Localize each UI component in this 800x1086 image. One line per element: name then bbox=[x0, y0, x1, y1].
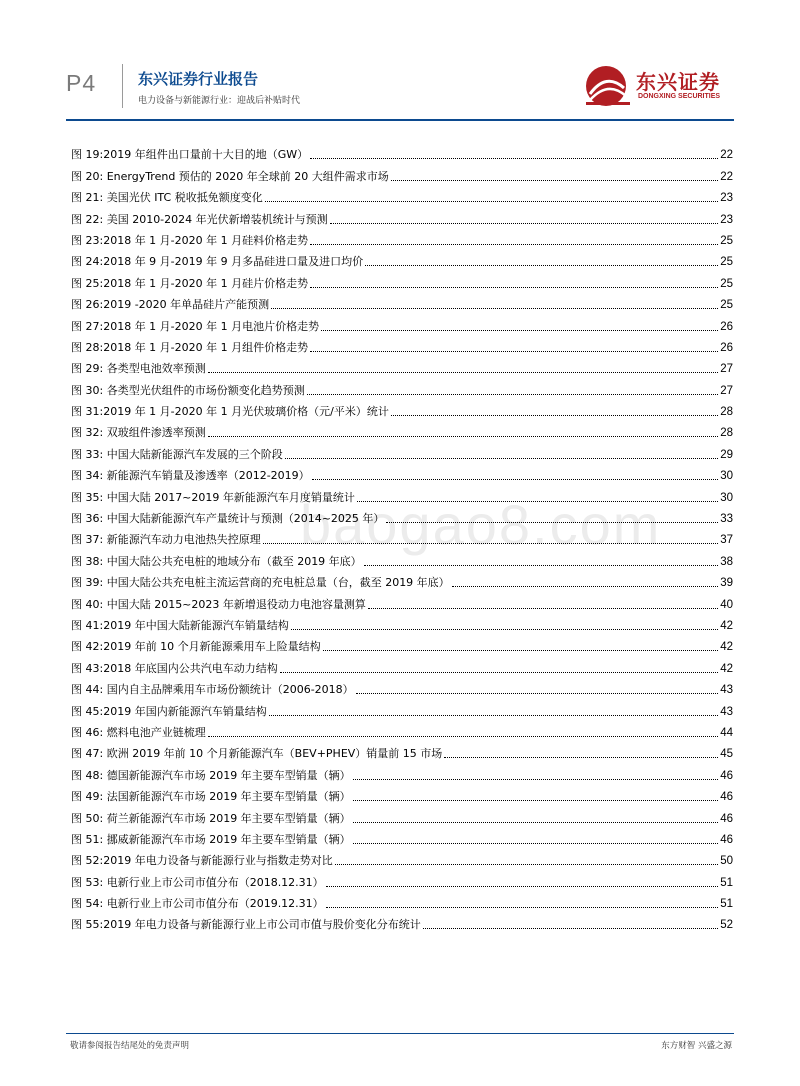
toc-entry-label[interactable]: 图 41:2019 年中国大陆新能源汽车销量结构 bbox=[71, 618, 289, 632]
toc-entry[interactable] bbox=[71, 248, 733, 269]
toc-leader-dots bbox=[335, 864, 719, 865]
toc-entry[interactable] bbox=[71, 291, 733, 312]
toc-entry-label[interactable]: 图 21: 美国光伏 ITC 税收抵免额度变化 bbox=[71, 191, 263, 205]
toc-entry-label[interactable]: 图 38: 中国大陆公共充电桩的地域分布（截至 2019 年底） bbox=[71, 554, 362, 568]
toc-entry-page[interactable]: 27 bbox=[720, 384, 733, 397]
toc-entry-label[interactable]: 图 32: 双玻组件渗透率预测 bbox=[71, 426, 206, 440]
toc-entry[interactable] bbox=[71, 483, 733, 504]
toc-entry-page[interactable]: 30 bbox=[720, 470, 733, 483]
toc-entry-page[interactable]: 28 bbox=[720, 427, 733, 440]
toc-entry[interactable] bbox=[71, 590, 733, 611]
toc-leader-dots bbox=[310, 351, 718, 352]
toc-entry[interactable] bbox=[71, 676, 733, 697]
toc-entry-label[interactable]: 图 55:2019 年电力设备与新能源行业上市公司市值与股价变化分布统计 bbox=[71, 918, 421, 932]
toc-entry-page[interactable]: 51 bbox=[720, 876, 733, 889]
page-header bbox=[66, 62, 734, 122]
toc-entry-label[interactable]: 图 46: 燃料电池产业链梳理 bbox=[71, 725, 206, 739]
toc-leader-dots bbox=[307, 394, 719, 395]
toc-entry-page[interactable]: 25 bbox=[720, 299, 733, 312]
toc-entry[interactable] bbox=[71, 719, 733, 740]
toc-entry[interactable] bbox=[71, 804, 733, 825]
toc-entry-page[interactable]: 43 bbox=[720, 705, 733, 718]
toc-entry[interactable] bbox=[71, 462, 733, 483]
toc-entry-label[interactable]: 图 45:2019 年国内新能源汽车销量结构 bbox=[71, 704, 267, 718]
toc-entry[interactable] bbox=[71, 547, 733, 568]
toc-entry[interactable] bbox=[71, 783, 733, 804]
toc-entry-label[interactable]: 图 51: 挪威新能源汽车市场 2019 年主要车型销量（辆） bbox=[71, 832, 351, 846]
toc-leader-dots bbox=[265, 201, 719, 202]
toc-entry-label[interactable]: 图 54: 电新行业上市公司市值分布（2019.12.31） bbox=[71, 897, 324, 911]
toc-entry-page[interactable]: 52 bbox=[720, 919, 733, 932]
toc-entry-page[interactable]: 23 bbox=[720, 213, 733, 226]
toc-entry-page[interactable]: 50 bbox=[720, 855, 733, 868]
figure-table-of-contents bbox=[71, 141, 733, 932]
toc-entry[interactable] bbox=[71, 184, 733, 205]
toc-leader-dots bbox=[323, 650, 719, 651]
toc-entry[interactable] bbox=[71, 505, 733, 526]
toc-entry-label[interactable]: 图 23:2018 年 1 月-2020 年 1 月硅料价格走势 bbox=[71, 233, 309, 247]
toc-leader-dots bbox=[353, 779, 719, 780]
toc-entry-label[interactable]: 图 24:2018 年 9 月-2019 年 9 月多晶硅进口量及进口均价 bbox=[71, 255, 364, 269]
toc-entry-page[interactable]: 51 bbox=[720, 898, 733, 911]
toc-entry-page[interactable]: 46 bbox=[720, 791, 733, 804]
toc-leader-dots bbox=[208, 736, 719, 737]
toc-entry-page[interactable]: 46 bbox=[720, 812, 733, 825]
toc-entry-label[interactable]: 图 29: 各类型电池效率预测 bbox=[71, 362, 206, 376]
toc-entry-label[interactable]: 图 47: 欧洲 2019 年前 10 个月新能源汽车（BEV+PHEV）销量前 15 市场 bbox=[71, 747, 443, 761]
toc-entry[interactable] bbox=[71, 890, 733, 911]
toc-entry-page[interactable]: 37 bbox=[720, 534, 733, 547]
toc-leader-dots bbox=[356, 693, 719, 694]
toc-entry-label[interactable]: 图 36: 中国大陆新能源汽车产量统计与预测（2014~2025 年） bbox=[71, 512, 385, 526]
toc-entry[interactable] bbox=[71, 419, 733, 440]
toc-entry[interactable] bbox=[71, 740, 733, 761]
toc-entry[interactable] bbox=[71, 868, 733, 889]
toc-leader-dots bbox=[353, 822, 719, 823]
toc-entry[interactable] bbox=[71, 826, 733, 847]
toc-entry-label[interactable]: 图 37: 新能源汽车动力电池热失控原理 bbox=[71, 533, 261, 547]
toc-entry[interactable] bbox=[71, 376, 733, 397]
toc-entry-page[interactable]: 42 bbox=[720, 619, 733, 632]
toc-entry-page[interactable]: 27 bbox=[720, 363, 733, 376]
toc-leader-dots bbox=[285, 458, 719, 459]
toc-leader-dots bbox=[357, 501, 718, 502]
toc-entry[interactable] bbox=[71, 312, 733, 333]
toc-leader-dots bbox=[386, 522, 718, 523]
toc-leader-dots bbox=[353, 800, 719, 801]
toc-entry[interactable] bbox=[71, 569, 733, 590]
toc-leader-dots bbox=[353, 843, 719, 844]
toc-entry[interactable] bbox=[71, 526, 733, 547]
toc-entry[interactable] bbox=[71, 398, 733, 419]
toc-entry[interactable] bbox=[71, 633, 733, 654]
toc-leader-dots bbox=[326, 907, 719, 908]
toc-leader-dots bbox=[452, 586, 719, 587]
toc-entry-page[interactable]: 33 bbox=[720, 513, 733, 526]
toc-entry-label[interactable]: 图 22: 美国 2010-2024 年光伏新增装机统计与预测 bbox=[71, 212, 328, 226]
toc-entry-page[interactable]: 44 bbox=[720, 726, 733, 739]
toc-entry-page[interactable]: 45 bbox=[720, 748, 733, 761]
toc-leader-dots bbox=[444, 757, 718, 758]
toc-entry-page[interactable]: 38 bbox=[720, 555, 733, 568]
toc-leader-dots bbox=[365, 265, 718, 266]
toc-entry-page[interactable]: 26 bbox=[720, 320, 733, 333]
logo-subtext: DONGXING SECURITIES bbox=[638, 93, 721, 100]
toc-entry-page[interactable]: 39 bbox=[720, 577, 733, 590]
toc-leader-dots bbox=[391, 415, 718, 416]
toc-entry-page[interactable]: 26 bbox=[720, 341, 733, 354]
toc-entry-page[interactable]: 28 bbox=[720, 406, 733, 419]
footer-disclaimer: 敬请参阅报告结尾处的免责声明 bbox=[70, 1041, 190, 1051]
toc-entry-page[interactable]: 40 bbox=[720, 598, 733, 611]
toc-entry[interactable] bbox=[71, 269, 733, 290]
toc-leader-dots bbox=[368, 608, 718, 609]
toc-leader-dots bbox=[310, 287, 718, 288]
toc-entry-label[interactable]: 图 26:2019 -2020 年单晶硅片产能预测 bbox=[71, 298, 270, 312]
toc-entry-page[interactable]: 25 bbox=[720, 277, 733, 290]
toc-entry-page[interactable]: 43 bbox=[720, 684, 733, 697]
toc-entry-page[interactable]: 46 bbox=[720, 833, 733, 846]
watermark: baogao8.com bbox=[300, 493, 662, 556]
toc-entry-label[interactable]: 图 19:2019 年组件出口量前十大目的地（GW） bbox=[71, 148, 309, 162]
toc-entry-label[interactable]: 图 35: 中国大陆 2017~2019 年新能源汽车月度销量统计 bbox=[71, 490, 355, 504]
toc-entry-label[interactable]: 图 33: 中国大陆新能源汽车发展的三个阶段 bbox=[71, 447, 283, 461]
footer-slogan: 东方财智 兴盛之源 bbox=[661, 1041, 732, 1051]
toc-leader-dots bbox=[310, 244, 718, 245]
toc-leader-dots bbox=[391, 180, 718, 181]
toc-entry-label[interactable]: 图 28:2018 年 1 月-2020 年 1 月组件价格走势 bbox=[71, 340, 309, 354]
toc-entry[interactable] bbox=[71, 612, 733, 633]
toc-entry-label[interactable]: 图 52:2019 年电力设备与新能源行业与指数走势对比 bbox=[71, 854, 333, 868]
toc-entry-page[interactable]: 46 bbox=[720, 769, 733, 782]
toc-entry[interactable] bbox=[71, 355, 733, 376]
logo-text: 东兴证券 bbox=[636, 70, 720, 94]
toc-entry-label[interactable]: 图 53: 电新行业上市公司市值分布（2018.12.31） bbox=[71, 875, 324, 889]
toc-entry-page[interactable]: 42 bbox=[720, 641, 733, 654]
toc-entry-page[interactable]: 22 bbox=[720, 149, 733, 162]
toc-leader-dots bbox=[269, 715, 719, 716]
logo-emblem-icon bbox=[584, 64, 632, 108]
toc-entry-label[interactable]: 图 27:2018 年 1 月-2020 年 1 月电池片价格走势 bbox=[71, 319, 320, 333]
toc-entry-page[interactable]: 22 bbox=[720, 170, 733, 183]
toc-leader-dots bbox=[330, 223, 719, 224]
toc-entry[interactable] bbox=[71, 440, 733, 461]
toc-entry-page[interactable]: 30 bbox=[720, 491, 733, 504]
toc-entry[interactable] bbox=[71, 761, 733, 782]
footer-rule bbox=[66, 1033, 734, 1034]
toc-entry-label[interactable]: 图 25:2018 年 1 月-2020 年 1 月硅片价格走势 bbox=[71, 276, 309, 290]
toc-leader-dots bbox=[291, 629, 719, 630]
header-divider bbox=[122, 64, 123, 108]
toc-entry[interactable] bbox=[71, 911, 733, 932]
toc-entry[interactable] bbox=[71, 697, 733, 718]
toc-leader-dots bbox=[312, 479, 719, 480]
toc-leader-dots bbox=[321, 330, 718, 331]
toc-leader-dots bbox=[263, 543, 719, 544]
toc-leader-dots bbox=[310, 158, 718, 159]
toc-entry-label[interactable]: 图 49: 法国新能源汽车市场 2019 年主要车型销量（辆） bbox=[71, 790, 351, 804]
toc-entry[interactable] bbox=[71, 162, 733, 183]
page-number: P4 bbox=[66, 70, 97, 96]
toc-entry-label[interactable]: 图 31:2019 年 1 月-2020 年 1 月光伏玻璃价格（元/平米）统计 bbox=[71, 405, 389, 419]
toc-entry[interactable] bbox=[71, 654, 733, 675]
toc-entry-page[interactable]: 29 bbox=[720, 448, 733, 461]
toc-entry-label[interactable]: 图 48: 德国新能源汽车市场 2019 年主要车型销量（辆） bbox=[71, 768, 351, 782]
toc-leader-dots bbox=[364, 565, 719, 566]
toc-entry-label[interactable]: 图 30: 各类型光伏组件的市场份额变化趋势预测 bbox=[71, 383, 305, 397]
toc-entry-label[interactable]: 图 34: 新能源汽车销量及渗透率（2012-2019） bbox=[71, 469, 310, 483]
header-rule bbox=[66, 119, 734, 121]
company-logo bbox=[584, 62, 734, 114]
toc-entry-page[interactable]: 42 bbox=[720, 662, 733, 675]
toc-leader-dots bbox=[208, 436, 719, 437]
toc-entry[interactable] bbox=[71, 334, 733, 355]
toc-entry[interactable] bbox=[71, 205, 733, 226]
toc-entry-label[interactable]: 图 50: 荷兰新能源汽车市场 2019 年主要车型销量（辆） bbox=[71, 811, 351, 825]
toc-entry[interactable] bbox=[71, 847, 733, 868]
toc-entry[interactable] bbox=[71, 141, 733, 162]
toc-entry[interactable] bbox=[71, 227, 733, 248]
toc-entry-page[interactable]: 25 bbox=[720, 256, 733, 269]
toc-entry-page[interactable]: 25 bbox=[720, 234, 733, 247]
toc-entry-label[interactable]: 图 39: 中国大陆公共充电桩主流运营商的充电桩总量（台，截至 2019 年底） bbox=[71, 576, 450, 590]
toc-leader-dots bbox=[271, 308, 718, 309]
toc-entry-label[interactable]: 图 44: 国内自主品牌乘用车市场份额统计（2006-2018） bbox=[71, 683, 354, 697]
toc-entry-label[interactable]: 图 40: 中国大陆 2015~2023 年新增退役动力电池容量测算 bbox=[71, 597, 366, 611]
report-title: 东兴证券行业报告 bbox=[138, 70, 259, 88]
report-subtitle: 电力设备与新能源行业：迎战后补贴时代 bbox=[138, 96, 301, 106]
toc-leader-dots bbox=[423, 928, 719, 929]
toc-entry-label[interactable]: 图 42:2019 年前 10 个月新能源乘用车上险量结构 bbox=[71, 640, 321, 654]
toc-leader-dots bbox=[280, 672, 719, 673]
toc-entry-label[interactable]: 图 20: EnergyTrend 预估的 2020 年全球前 20 大组件需求市场 bbox=[71, 169, 389, 183]
toc-entry-label[interactable]: 图 43:2018 年底国内公共汽电车动力结构 bbox=[71, 661, 278, 675]
toc-entry-page[interactable]: 23 bbox=[720, 192, 733, 205]
toc-leader-dots bbox=[326, 886, 719, 887]
toc-leader-dots bbox=[208, 372, 719, 373]
